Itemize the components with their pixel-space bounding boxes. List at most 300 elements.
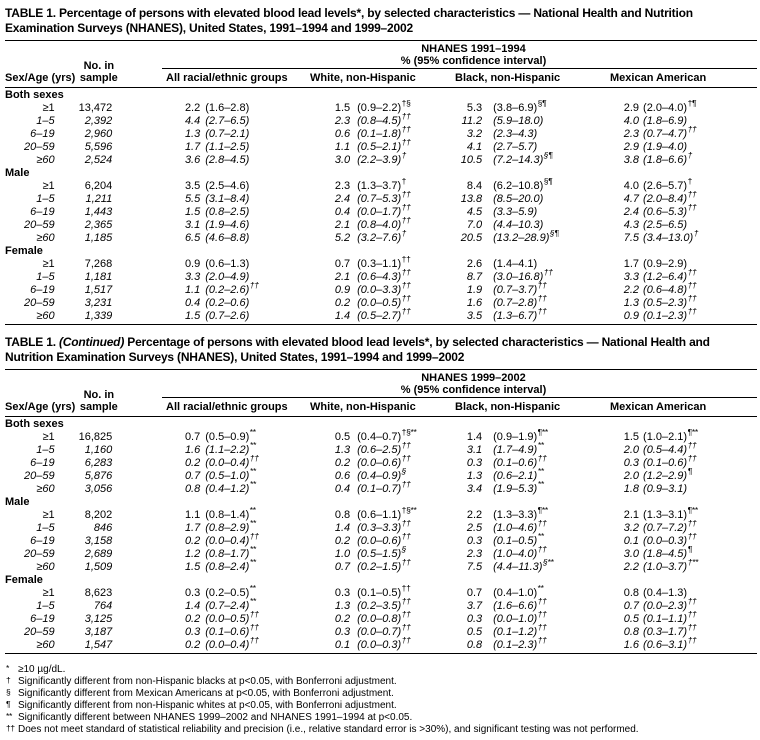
confidence-interval: (0.7–7.2) <box>643 522 688 534</box>
confidence-interval: (3.2–7.6) <box>357 232 402 244</box>
data-cell <box>457 504 611 522</box>
age-group-label: ≥1 <box>42 180 55 192</box>
data-cell <box>457 128 611 141</box>
data-cell <box>457 292 611 310</box>
age-group-label: ≥1 <box>42 431 55 443</box>
table-body <box>5 88 757 324</box>
significance-marker: †† <box>401 608 411 619</box>
data-cell <box>611 543 757 561</box>
significance-marker: ** <box>249 517 256 528</box>
data-cell <box>313 110 457 128</box>
pct-value: 3.6 <box>184 154 201 166</box>
confidence-interval: (1.9–5.3) <box>493 483 538 495</box>
data-cell <box>611 465 757 483</box>
confidence-interval: (1.3–3.3) <box>493 509 538 521</box>
confidence-interval: (0.0–0.8) <box>357 613 402 625</box>
significance-marker: †† <box>249 279 259 290</box>
table-row <box>5 201 757 219</box>
significance-marker: ** <box>249 543 256 554</box>
confidence-interval: (6.2–10.8) <box>493 180 544 192</box>
data-cell <box>112 193 313 206</box>
significance-marker: †† <box>537 595 547 606</box>
pct-value: 3.1 <box>466 444 483 456</box>
sample-count: 1,443 <box>84 206 113 218</box>
confidence-interval: (0.5–0.9) <box>205 431 250 443</box>
confidence-interval: (0.3–1.7) <box>643 626 688 638</box>
significance-marker: ** <box>249 556 256 567</box>
pct-value: 1.1 <box>184 509 201 521</box>
pct-value: 2.3 <box>334 115 351 127</box>
sample-count: 8,623 <box>84 587 113 599</box>
significance-marker: †† <box>687 123 697 134</box>
sample-count: 8,202 <box>84 509 113 521</box>
confidence-interval: (0.1–2.3) <box>643 310 688 322</box>
significance-marker: ¶ <box>687 543 692 554</box>
significance-marker: ** <box>537 582 544 593</box>
pct-value: 1.6 <box>184 444 201 456</box>
confidence-interval: (0.8–1.4) <box>205 509 250 521</box>
confidence-interval: (0.0–3.3) <box>357 284 402 296</box>
pct-value: 3.2 <box>466 128 483 140</box>
data-cell <box>457 115 611 128</box>
sample-count: 2,392 <box>84 115 113 127</box>
table-row <box>5 530 757 548</box>
pct-value: 1.5 <box>184 206 201 218</box>
confidence-interval: (0.0–0.4) <box>205 639 250 651</box>
data-cell <box>112 608 313 626</box>
data-cell <box>457 556 611 574</box>
data-cell <box>112 530 313 548</box>
age-group-label: 1–5 <box>36 115 55 127</box>
pct-value: 4.0 <box>623 180 640 192</box>
data-cell <box>112 439 313 457</box>
significance-marker: †† <box>249 530 259 541</box>
pct-value: 0.3 <box>184 626 201 638</box>
table-title-text: Percentage of persons with elevated blood lead levels*, by selected characteristics — National Health and Nutrition Examination Surveys (NHANES), United States, 1991–1994 and 1999–2002 <box>5 335 710 364</box>
significance-marker: †† <box>687 305 697 316</box>
age-group-label: 6–19 <box>30 613 55 625</box>
data-cell <box>611 305 757 323</box>
confidence-interval: (0.8–1.7) <box>205 548 250 560</box>
age-group-label: 20–59 <box>24 141 55 153</box>
section-label: Both sexes <box>5 89 64 101</box>
confidence-interval: (0.6–4.3) <box>357 271 402 283</box>
confidence-interval: (0.2–1.5) <box>357 561 402 573</box>
age-group-label: 20–59 <box>24 297 55 309</box>
significance-marker: †† <box>687 439 697 450</box>
section-label: Both sexes <box>5 418 64 430</box>
confidence-interval: (13.2–28.9) <box>493 232 550 244</box>
table-continued <box>5 335 757 654</box>
table-title <box>5 335 757 365</box>
footnote <box>5 712 757 724</box>
data-cell <box>112 115 313 128</box>
age-group-label: 20–59 <box>24 219 55 231</box>
pct-value: 1.4 <box>184 600 201 612</box>
data-cell <box>313 465 457 483</box>
table-row <box>5 253 757 271</box>
sample-count: 2,689 <box>84 548 113 560</box>
data-cell <box>112 206 313 219</box>
confidence-interval: (0.2–0.5) <box>205 587 250 599</box>
confidence-interval: (1.7–4.9) <box>493 444 538 456</box>
significance-marker: †† <box>687 452 697 463</box>
sample-count: 764 <box>93 600 113 612</box>
sample-count: 3,158 <box>84 535 113 547</box>
confidence-interval: (0.6–1.1) <box>357 509 402 521</box>
confidence-interval: (0.5–4.4) <box>643 444 688 456</box>
pct-value: 3.8 <box>623 154 640 166</box>
data-cell <box>611 219 757 232</box>
pct-value: 0.8 <box>623 626 640 638</box>
data-cell <box>313 582 457 600</box>
survey-period-label: NHANES 1999–2002 <box>421 372 526 384</box>
pct-value: 1.2 <box>184 548 201 560</box>
confidence-interval: (0.0–0.5) <box>205 613 250 625</box>
significance-marker: †† <box>401 266 411 277</box>
data-cell <box>112 452 313 470</box>
significance-marker: †† <box>687 266 697 277</box>
significance-marker: †† <box>401 292 411 303</box>
confidence-interval: (1.3–3.7) <box>357 180 402 192</box>
pct-value: 4.5 <box>466 206 483 218</box>
confidence-interval: (0.0–0.3) <box>357 639 402 651</box>
confidence-interval: (0.6–2.1) <box>493 470 538 482</box>
pct-value: 2.6 <box>466 258 483 270</box>
pct-value: 4.4 <box>184 115 201 127</box>
data-cell <box>112 478 313 496</box>
significance-marker: ** <box>249 426 256 437</box>
confidence-interval: (1.2–2.9) <box>643 470 688 482</box>
significance-marker: †† <box>401 452 411 463</box>
confidence-interval: (3.8–6.9) <box>493 102 538 114</box>
age-group-label: 20–59 <box>24 548 55 560</box>
col-header-group: White, non-Hispanic <box>310 401 416 413</box>
data-cell <box>457 149 611 167</box>
data-cell <box>112 232 313 245</box>
data-cell <box>112 154 313 167</box>
footnote <box>5 724 757 736</box>
age-group-label: ≥60 <box>36 154 55 166</box>
data-cell <box>611 556 757 574</box>
significance-marker: †† <box>401 201 411 212</box>
data-cell <box>611 504 757 522</box>
sample-count: 1,509 <box>84 561 113 573</box>
confidence-interval: (1.4–4.1) <box>493 258 538 270</box>
age-group-label: ≥1 <box>42 509 55 521</box>
confidence-interval: (0.5–1.0) <box>205 470 250 482</box>
significance-marker: ** <box>537 478 544 489</box>
pct-value: 1.7 <box>184 522 201 534</box>
data-cell <box>313 634 457 652</box>
data-cell <box>611 426 757 444</box>
table-continued-label: (Continued) <box>59 335 125 349</box>
pct-value: 1.3 <box>466 470 483 482</box>
footnote-text: Significantly different between NHANES 1999–2002 and NHANES 1991–1994 at p<0.05. <box>18 712 413 723</box>
confidence-interval: (0.7–2.8) <box>493 297 538 309</box>
significance-marker: ** <box>249 595 256 606</box>
sample-count: 846 <box>93 522 113 534</box>
footnote-text: Significantly different from Mexican Americans at p<0.05, with Bonferroni adjustment. <box>18 688 394 699</box>
pct-value: 0.2 <box>184 535 201 547</box>
table-row <box>5 136 757 154</box>
table-row <box>5 305 757 323</box>
table-bottom-rule <box>5 324 757 325</box>
data-cell <box>112 543 313 561</box>
table-body <box>5 417 757 653</box>
confidence-interval: (0.7–2.1) <box>205 128 250 140</box>
confidence-interval: (0.1–2.3) <box>493 639 538 651</box>
pct-value: 0.3 <box>466 535 483 547</box>
table-row <box>5 517 757 535</box>
age-group-label: 1–5 <box>36 271 55 283</box>
confidence-interval: (4.4–10.3) <box>493 219 544 231</box>
age-group-label: ≥1 <box>42 587 55 599</box>
pct-value: 2.3 <box>623 128 640 140</box>
confidence-interval: (0.6–5.3) <box>643 206 688 218</box>
col-header-group: Mexican American <box>610 401 707 413</box>
data-cell <box>457 517 611 535</box>
data-cell <box>611 634 757 652</box>
pct-value: 1.4 <box>466 431 483 443</box>
footnote-text: ≥10 µg/dL. <box>18 664 66 675</box>
table-title <box>5 6 757 36</box>
confidence-interval: (5.9–18.0) <box>493 115 544 127</box>
confidence-interval: (0.5–2.7) <box>357 310 402 322</box>
pct-value: 2.1 <box>334 219 351 231</box>
confidence-interval: (1.8–4.5) <box>643 548 688 560</box>
significance-marker: ** <box>249 504 256 515</box>
col-header-sample-line2: sample <box>79 401 118 413</box>
data-cell <box>112 426 313 444</box>
table-main <box>5 6 757 325</box>
data-cell <box>313 439 457 457</box>
confidence-interval: (0.0–0.4) <box>205 535 250 547</box>
significance-marker: §¶ <box>543 149 553 160</box>
table-row <box>5 621 757 639</box>
significance-marker: †** <box>687 556 699 567</box>
pct-value: 0.3 <box>466 613 483 625</box>
data-cell <box>313 123 457 141</box>
table-row <box>5 123 757 141</box>
pct-value: 2.0 <box>623 444 640 456</box>
confidence-interval: (0.0–0.3) <box>643 535 688 547</box>
confidence-interval: (0.0–0.5) <box>357 297 402 309</box>
table-row <box>5 292 757 310</box>
significance-marker: ** <box>249 465 256 476</box>
data-cell <box>313 452 457 470</box>
data-cell <box>457 530 611 548</box>
confidence-interval: (1.6–2.8) <box>205 102 250 114</box>
pct-value: 0.3 <box>466 457 483 469</box>
significance-marker: †† <box>401 253 411 264</box>
confidence-interval: (0.4–0.9) <box>357 470 402 482</box>
pct-value: 7.5 <box>623 232 640 244</box>
age-group-label: ≥60 <box>36 483 55 495</box>
age-group-label: ≥60 <box>36 232 55 244</box>
confidence-interval: (0.0–1.7) <box>357 206 402 218</box>
significance-marker: ¶ <box>687 465 692 476</box>
confidence-interval: (7.2–14.3) <box>493 154 544 166</box>
confidence-interval: (2.5–4.6) <box>205 180 250 192</box>
significance-marker: †† <box>537 452 547 463</box>
table-row <box>5 634 757 652</box>
significance-marker: §** <box>542 556 554 567</box>
pct-value: 0.2 <box>334 297 351 309</box>
confidence-interval: (0.2–0.6) <box>205 297 250 309</box>
confidence-interval: (0.8–2.9) <box>205 522 250 534</box>
significance-marker: †† <box>401 439 411 450</box>
pct-value: 0.8 <box>334 509 351 521</box>
confidence-interval: (0.9–2.9) <box>643 258 688 270</box>
sample-count: 6,204 <box>84 180 113 192</box>
pct-value: 3.4 <box>466 483 483 495</box>
significance-marker: †† <box>249 452 259 463</box>
data-cell <box>112 180 313 193</box>
pct-value: 0.3 <box>623 457 640 469</box>
pct-value: 0.8 <box>184 483 201 495</box>
data-cell <box>313 201 457 219</box>
significance-marker: †† <box>401 188 411 199</box>
confidence-interval: (2.8–4.5) <box>205 154 250 166</box>
data-cell <box>313 426 457 444</box>
pct-value: 0.5 <box>623 613 640 625</box>
significance-marker: †† <box>401 110 411 121</box>
table-row <box>5 279 757 297</box>
pct-value: 0.3 <box>184 587 201 599</box>
pct-value: 1.6 <box>623 639 640 651</box>
significance-marker: ** <box>249 478 256 489</box>
data-cell <box>457 219 611 232</box>
significance-marker: †† <box>401 517 411 528</box>
significance-marker: †† <box>401 582 411 593</box>
data-cell <box>611 483 757 496</box>
age-group-label: 20–59 <box>24 470 55 482</box>
pct-value: 6.5 <box>184 232 201 244</box>
significance-marker: †† <box>537 621 547 632</box>
data-cell <box>457 582 611 600</box>
table-number: TABLE 1. <box>5 6 56 20</box>
pct-value: 1.3 <box>623 297 640 309</box>
confidence-interval: (0.0–2.3) <box>643 600 688 612</box>
significance-marker: †† <box>543 266 553 277</box>
significance-marker: †† <box>401 123 411 134</box>
confidence-interval: (0.1–0.5) <box>357 587 402 599</box>
pct-value: 2.2 <box>466 509 483 521</box>
pct-value: 8.4 <box>466 180 483 192</box>
data-cell <box>457 621 611 639</box>
confidence-interval: (3.3–5.9) <box>493 206 538 218</box>
significance-marker: §¶ <box>549 227 559 238</box>
pct-value: 3.0 <box>623 548 640 560</box>
confidence-interval: (0.7–2.4) <box>205 600 250 612</box>
pct-value: 5.3 <box>466 102 483 114</box>
confidence-interval: (0.8–4.5) <box>357 115 402 127</box>
sample-count: 16,825 <box>78 431 113 443</box>
pct-value: 1.4 <box>334 522 351 534</box>
sample-count: 1,185 <box>84 232 113 244</box>
data-cell <box>457 543 611 561</box>
age-group-label: 6–19 <box>30 284 55 296</box>
confidence-interval: (0.8–4.0) <box>357 219 402 231</box>
sample-count: 3,056 <box>84 483 113 495</box>
confidence-interval: (0.7–2.6) <box>205 310 250 322</box>
data-cell <box>112 297 313 310</box>
significance-marker: §¶ <box>537 97 547 108</box>
pct-value: 2.2 <box>184 102 201 114</box>
pct-value: 0.7 <box>334 258 351 270</box>
confidence-interval: (2.7–6.5) <box>205 115 250 127</box>
confidence-interval: (0.4–0.7) <box>357 431 402 443</box>
confidence-interval: (0.8–2.5) <box>205 206 250 218</box>
data-cell <box>313 305 457 323</box>
significance-marker: †† <box>537 634 547 645</box>
confidence-interval: (1.8–6.9) <box>643 115 688 127</box>
data-cell <box>313 543 457 561</box>
footnote <box>5 688 757 700</box>
data-cell <box>611 595 757 613</box>
data-cell <box>112 595 313 613</box>
data-cell <box>313 517 457 535</box>
pct-value: 3.5 <box>184 180 201 192</box>
col-header-sample-line1: No. in <box>83 60 115 72</box>
age-group-label: ≥1 <box>42 102 55 114</box>
sample-count: 2,960 <box>84 128 113 140</box>
footnote <box>5 664 757 676</box>
pct-value: 13.8 <box>460 193 483 205</box>
significance-marker: †§** <box>401 426 417 437</box>
data-cell <box>457 426 611 444</box>
section-label: Male <box>5 496 30 508</box>
confidence-interval: (0.3–1.1) <box>357 258 402 270</box>
data-cell <box>112 556 313 574</box>
pct-value: 0.3 <box>334 626 351 638</box>
data-cell <box>611 175 757 193</box>
table-title-text: Percentage of persons with elevated blood lead levels*, by selected characteristics — National Health and Nutrition Examination Surveys (NHANES), United States, 1991–1994 and 1999–2002 <box>5 6 693 35</box>
pct-value: 0.5 <box>334 431 351 443</box>
pct-value: 3.3 <box>184 271 201 283</box>
significance-marker: ** <box>537 439 544 450</box>
col-header-sample <box>80 60 118 84</box>
age-group-label: ≥60 <box>36 310 55 322</box>
confidence-interval: (0.4–1.3) <box>643 587 688 599</box>
data-cell <box>611 97 757 115</box>
table-row <box>5 439 757 457</box>
col-header-sex-age: Sex/Age (yrs) <box>5 401 76 413</box>
confidence-interval: (0.1–0.7) <box>357 483 402 495</box>
confidence-interval: (4.6–8.8) <box>205 232 250 244</box>
confidence-interval: (0.6–3.1) <box>643 639 688 651</box>
data-cell <box>457 97 611 115</box>
significance-marker: †† <box>537 608 547 619</box>
significance-marker: † <box>687 149 692 160</box>
data-cell <box>457 595 611 613</box>
confidence-interval: (0.2–2.6) <box>205 284 250 296</box>
confidence-interval: (0.9–2.2) <box>357 102 402 114</box>
pct-value: 1.6 <box>466 297 483 309</box>
pct-value: 0.5 <box>466 626 483 638</box>
data-cell <box>313 621 457 639</box>
data-cell <box>112 219 313 232</box>
age-group-label: 6–19 <box>30 128 55 140</box>
confidence-interval: (0.3–3.3) <box>357 522 402 534</box>
pct-value: 2.2 <box>623 284 640 296</box>
pct-value: 3.5 <box>466 310 483 322</box>
pct-value: 0.2 <box>334 457 351 469</box>
confidence-interval: (0.1–1.1) <box>643 613 688 625</box>
pct-value: 0.9 <box>184 258 201 270</box>
significance-marker: †† <box>537 543 547 554</box>
